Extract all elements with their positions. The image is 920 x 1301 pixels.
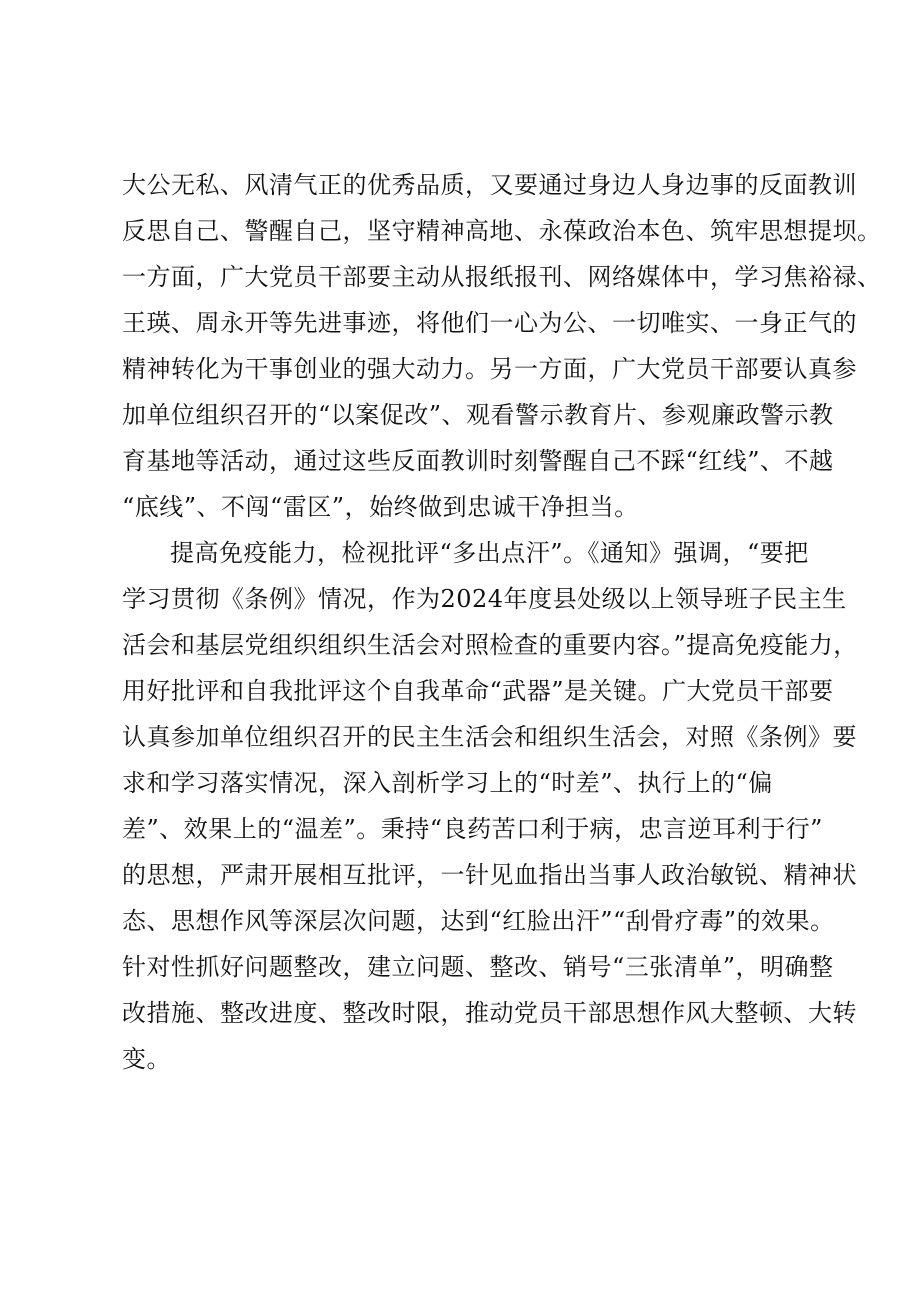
text-line: 王瑛、周永开等先进事迹，将他们一心为公、一切唯实、一身正气的 — [122, 309, 857, 337]
text-line: 求和学习落实情况，深入剖析学习上的“时差”、执行上的“偏 — [122, 769, 773, 797]
text-line: 大公无私、风清气正的优秀品质，又要通过身边人身边事的反面教训 — [122, 171, 857, 199]
text-line: 用好批评和自我批评这个自我革命“武器”是关键。广大党员干部要 — [122, 677, 834, 705]
body-text — [122, 162, 882, 1082]
text-line: 一方面，广大党员干部要主动从报纸报刊、网络媒体中，学习焦裕禄、 — [122, 263, 882, 291]
text-line: 认真参加单位组织召开的民主生活会和组织生活会，对照《条例》要 — [122, 723, 857, 751]
text-line: “底线”、不闯“雷区”，始终做到忠诚干净担当。 — [122, 493, 639, 521]
text-line: 精神转化为干事创业的强大动力。另一方面，广大党员干部要认真参 — [122, 355, 857, 383]
text-line: 态、思想作风等深层次问题，达到“红脸出汗”“刮骨疗毒”的效果。 — [122, 907, 835, 935]
paragraph-1 — [122, 162, 882, 530]
text-line: 育基地等活动，通过这些反面教训时刻警醒自己不踩“红线”、不越 — [122, 447, 834, 475]
text-line: 加单位组织召开的“以案促改”、观看警示教育片、参观廉政警示教 — [122, 401, 834, 429]
text-line: 差”、效果上的“温差”。秉持“良药苦口利于病，忠言逆耳利于行” — [122, 815, 823, 843]
text-line: 学习贯彻《条例》情况，作为2024年度县处级以上领导班子民主生 — [122, 585, 847, 613]
text-line: 反思自己、警醒自己，坚守精神高地、永葆政治本色、筑牢思想提坝。 — [122, 217, 882, 245]
text-line: 的思想，严肃开展相互批评，一针见血指出当事人政治敏锐、精神状 — [122, 861, 857, 889]
text-line: 提高免疫能力，检视批评“多出点汗”。《通知》强调，“要把 — [170, 539, 809, 567]
text-line: 针对性抓好问题整改，建立问题、整改、销号“三张清单”，明确整 — [122, 953, 834, 981]
text-line: 活会和基层党组织组织生活会对照检查的重要内容。”提高免疫能力， — [122, 631, 858, 659]
text-line: 改措施、整改进度、整改时限，推动党员干部思想作风大整顿、大转 — [122, 999, 857, 1027]
text-line: 变。 — [122, 1045, 171, 1073]
paragraph-2 — [122, 530, 858, 1082]
